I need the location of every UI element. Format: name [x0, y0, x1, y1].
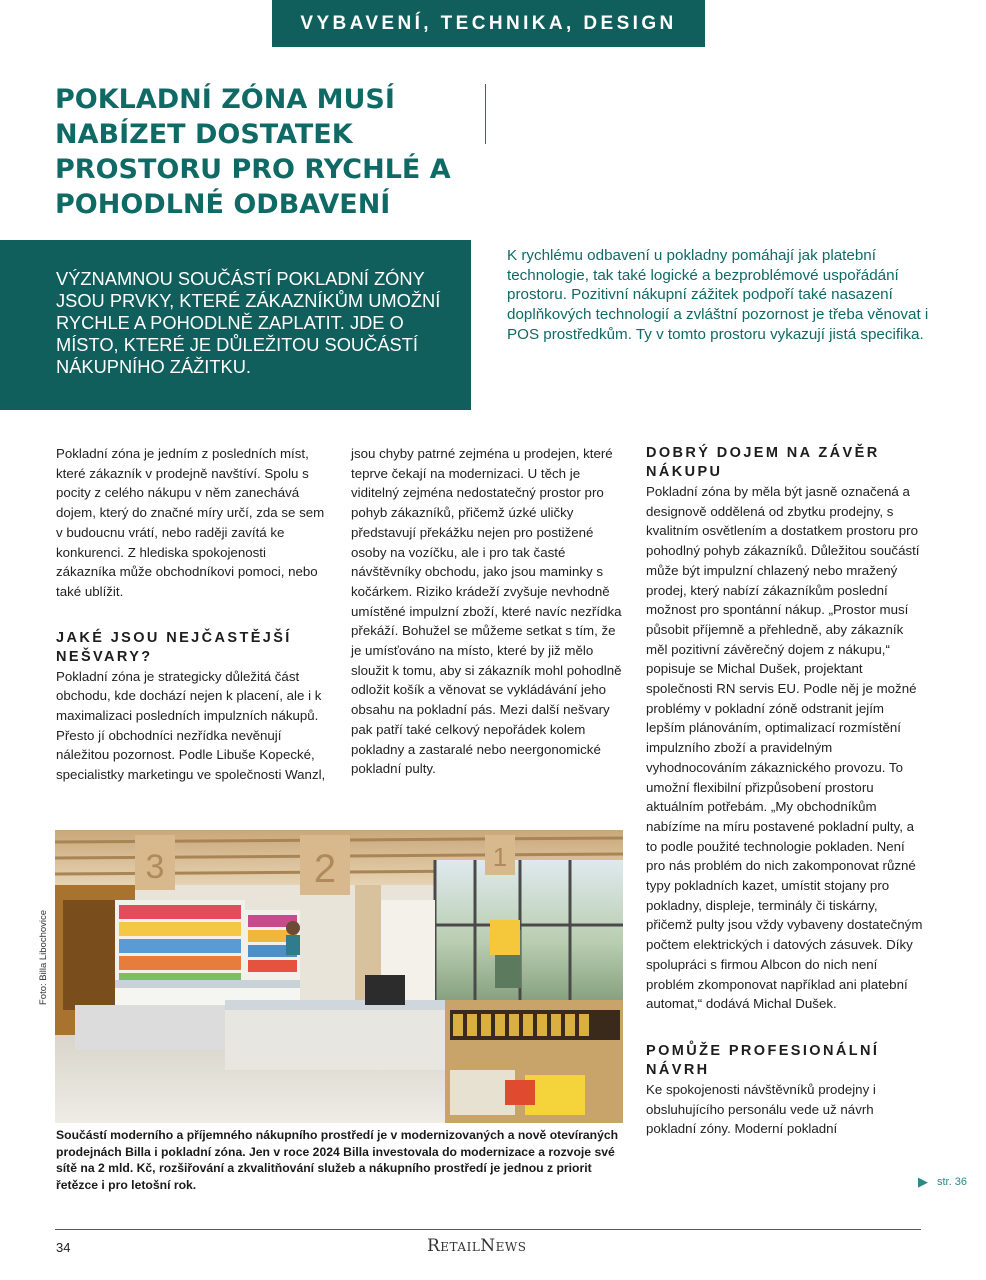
continued-page-link[interactable]: str. 36 [937, 1176, 967, 1188]
magazine-logo: RetailNews [427, 1236, 527, 1256]
column-2-paragraph-1: jsou chyby patrné zejména u prodejen, které teprve čekají na modernizaci. U těch je viditelný zejména nedostatečný prostor pro pohyb zákazníků, přičemž úzké uličky představují překážku nejen pro postižené osoby na vozíčku, ale i pro tak časté návštěvníky obchodu, jako jsou maminky s kočárkem. Riziko krádeží zvyšuje nevhodně umístěné impulzní zboží, které navíc nezřídka překáží. Bohužel se můžeme setkat s tím, že je umísťováno na místo, které by již mělo sloužit k tomu, aby si zákazník mohl pohodlně odložit košík a věnovat se vykládávání jeho obsahu na pokladní pás. Mezi další nešvary pak patří také celkový nepořádek kolem pokladny a zastaralé nebo neergonomické pokladní pulty. [351, 446, 622, 777]
section-tag: VYBAVENÍ, TECHNIKA, DESIGN [272, 0, 705, 47]
column-3-paragraph-1: Pokladní zóna by měla být jasně označená a designově oddělená od zbytku prodejny, s kvalitním osvětlením a dostatkem prostoru pro pohodlný pohyb zákazníků. Důležitou součástí může být impulzní chlazený nebo mražený prodej, který nabízí zákazníkům poslední možnost pro spontánní nákup. „Prostor musí působit příjemně a přehledně, aby zákazník měl pozitivní závěrečný dojem z nákupu,“ popisuje se Michal Dušek, projektant společnosti RN servis EU. Podle něj je možné problémy v pokladní zóně odstranit jejím lepším plánováním, optimalizací rozmístění impulzního zboží a pravidelným vyhodnocováním zákaznického provozu. To umožní flexibilní přizpůsobení prostoru aktuálním potřebám. „My obchodníkům nabízíme na míru postavené pokladní pulty, a to podle použité technologie pokladen. Není pro nás problém do nich zakomponovat různé typy pokladních kazet, umístit stojany pro pokladny, displeje, terminály či tiskárny, přičemž pulty jsou vždy vybaveny dostatečným počtem elektrických i datových zásuvek. Díky spolupráci s firmou Albcon do nich není problém zkomponovat například ani platební automat,“ dodává Michal Dušek. [646, 484, 923, 1012]
photo-sign-1: 1 [492, 842, 508, 872]
column-1-paragraph-1: Pokladní zóna je jedním z posledních míst, které zákazník v prodejně navštíví. Spolu s pocity z celého nákupu v něm zanechává dojem, který do značné míry určí, zda se sem v budoucnu vrátí, nebo raději zavítá ke konkurenci. Z hlediska spokojenosti zákazníka může obchodníkovi pomoci, nebo také ublížit. [56, 446, 325, 599]
column-3-paragraph-2: Ke spokojenosti návštěvníků prodejny i obsluhujícího personálu vede už návrh pokladní zóny. Moderní pokladní [646, 1081, 876, 1137]
page-number: 34 [56, 1240, 71, 1255]
photo-credit: Foto: Billa Libochovice [38, 909, 49, 1005]
column-1-paragraph-2: Pokladní zóna je strategicky důležitá část obchodu, kde dochází nejen k placení, ale i k maximalizaci posledních impulzních nákupů. Přesto jí obchodníci nezřídka nevěnují náležitou pozornost. Podle Libuše Kopecké, specialistky marketingu ve společnosti Wanzl, [56, 668, 326, 783]
photo-caption: Součástí moderního a příjemného nákupního prostředí je v modernizovaných a nově otevíraných prodejnách Billa i pokladní zóna. Jen v roce 2024 Billa investovala do modernizace a rozvoje své sítě na 2 mld. Kč, rozšiřování a zkvalitňování služeb a nákupního prostředí je jednou z priorit řetězce i pro letošní rok. [56, 1128, 619, 1192]
column-1 [56, 444, 328, 785]
photo-sign-3: 3 [145, 848, 165, 886]
subhead-good-impression: DOBRÝ DOJEM NA ZÁVĚR NÁKUPU [646, 445, 880, 480]
column-3 [646, 444, 923, 1139]
column-2 [351, 444, 626, 779]
store-checkout-photo [55, 830, 623, 1123]
subhead-professional-design: POMŮŽE PROFESIONÁLNÍ NÁVRH [646, 1042, 880, 1078]
article-headline: POKLADNÍ ZÓNA MUSÍ NABÍZET DOSTATEK PROSTORU PRO RYCHLÉ A POHODLNÉ ODBAVENÍ [55, 84, 451, 220]
photo-sign-2: 2 [313, 847, 337, 891]
footer-rule [55, 1229, 921, 1230]
intro-paragraph: K rychlému odbavení u pokladny pomáhají jak platební technologie, tak také logické a bezproblémové uspořádání prostoru. Pozitivní nákupní zážitek podpoří také nasazení doplňkových technologií a zvláštní pozornost je třeba věnovat i POS prostředkům. Ty v tomto prostoru vykazují jistá specifika. [507, 247, 929, 343]
subhead-common-flaws: JAKÉ JSOU NEJČASTĚJŠÍ NEŠVARY? [56, 629, 292, 665]
lead-text: VÝZNAMNOU SOUČÁSTÍ POKLADNÍ ZÓNY JSOU PRVKY, KTERÉ ZÁKAZNÍKŮM UMOŽNÍ RYCHLE A POHODLNĚ ZAPLATIT. JDE O MÍSTO, KTERÉ JE DŮLEŽITOU SOUČÁSTÍ NÁKUPNÍHO ZÁŽITKU. [56, 268, 441, 377]
store-checkout-illustration [55, 830, 623, 1123]
continue-arrow-icon: ▶ [918, 1174, 928, 1189]
vertical-divider [485, 84, 486, 144]
